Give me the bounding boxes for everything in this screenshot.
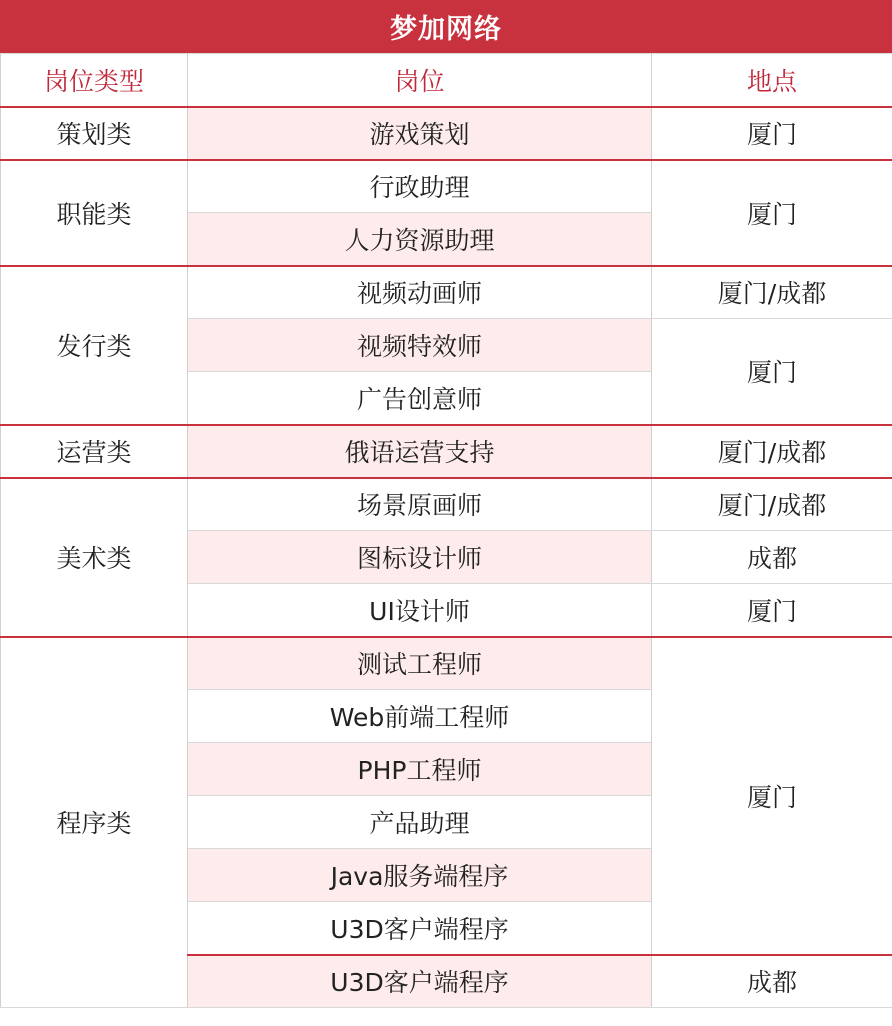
location-cell: 成都 xyxy=(652,955,892,1008)
position-cell: 行政助理 xyxy=(188,160,652,213)
position-cell: 人力资源助理 xyxy=(188,213,652,266)
location-cell: 厦门 xyxy=(652,584,892,637)
location-cell: 厦门 xyxy=(652,637,892,955)
location-cell: 厦门 xyxy=(652,319,892,425)
position-cell: 测试工程师 xyxy=(188,637,652,690)
table-row xyxy=(1,425,892,478)
header-category: 岗位类型 xyxy=(1,54,188,107)
table-row xyxy=(1,478,892,531)
location-cell: 厦门 xyxy=(652,107,892,160)
position-cell: 视频动画师 xyxy=(188,266,652,319)
location-cell: 厦门/成都 xyxy=(652,425,892,478)
category-cell: 策划类 xyxy=(1,107,188,160)
position-cell: UI设计师 xyxy=(188,584,652,637)
table-row xyxy=(1,160,892,213)
table-title: 梦加网络 xyxy=(0,0,892,53)
position-cell: U3D客户端程序 xyxy=(188,902,652,955)
position-cell: Web前端工程师 xyxy=(188,690,652,743)
position-cell: PHP工程师 xyxy=(188,743,652,796)
position-cell: 视频特效师 xyxy=(188,319,652,372)
header-location: 地点 xyxy=(652,54,892,107)
category-cell: 美术类 xyxy=(1,478,188,637)
position-cell: U3D客户端程序 xyxy=(188,955,652,1008)
header-position: 岗位 xyxy=(188,54,652,107)
position-cell: Java服务端程序 xyxy=(188,849,652,902)
header-row xyxy=(1,54,892,107)
table-row xyxy=(1,266,892,319)
location-cell: 厦门/成都 xyxy=(652,478,892,531)
position-cell: 场景原画师 xyxy=(188,478,652,531)
category-cell: 发行类 xyxy=(1,266,188,425)
category-cell: 运营类 xyxy=(1,425,188,478)
location-cell: 厦门 xyxy=(652,160,892,266)
category-cell: 职能类 xyxy=(1,160,188,266)
category-cell: 程序类 xyxy=(1,637,188,1008)
location-cell: 成都 xyxy=(652,531,892,584)
position-cell: 图标设计师 xyxy=(188,531,652,584)
table-row xyxy=(1,637,892,690)
position-cell: 广告创意师 xyxy=(188,372,652,425)
position-cell: 产品助理 xyxy=(188,796,652,849)
job-table xyxy=(0,53,892,1008)
position-cell: 俄语运营支持 xyxy=(188,425,652,478)
table-row xyxy=(1,107,892,160)
location-cell: 厦门/成都 xyxy=(652,266,892,319)
position-cell: 游戏策划 xyxy=(188,107,652,160)
